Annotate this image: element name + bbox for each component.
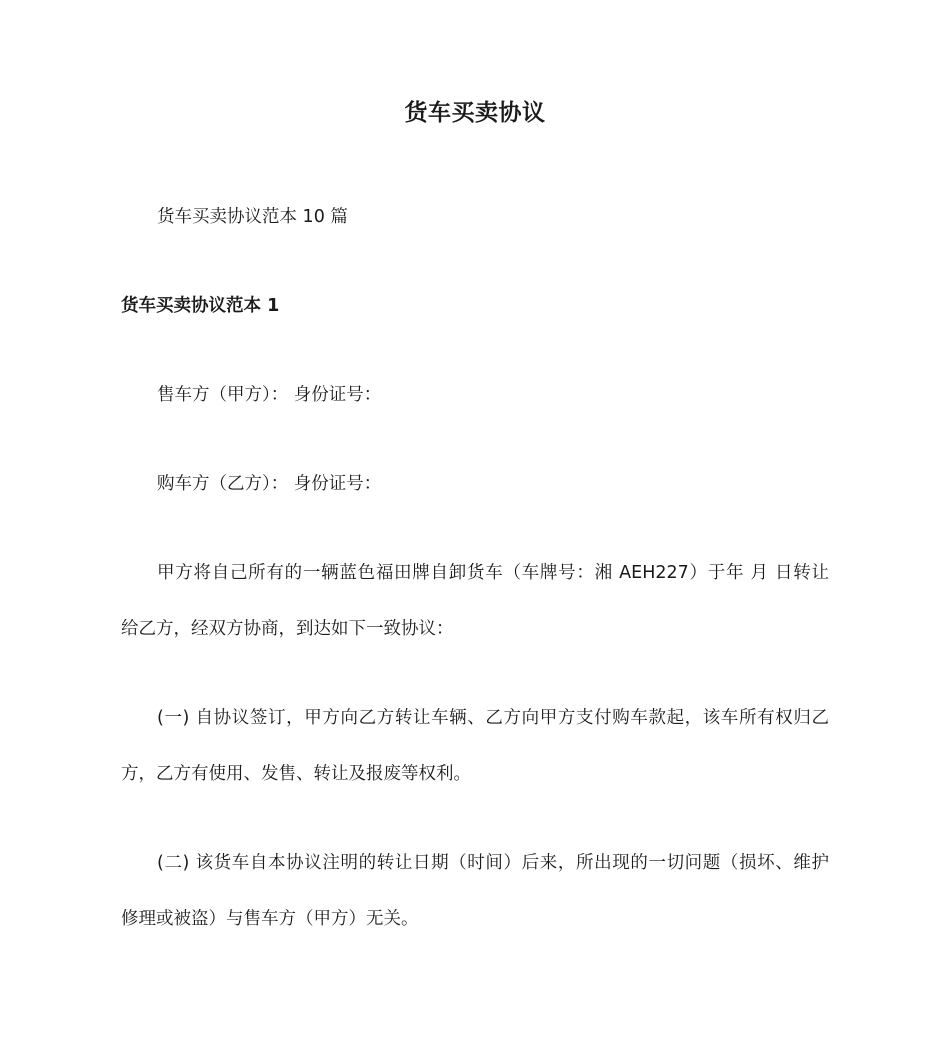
paragraph-2-line-1: (一) 自协议签订，甲方向乙方转让车辆、乙方向甲方支付购车款起，该车所有权归乙 bbox=[157, 708, 829, 728]
document-title: 货车买卖协议 bbox=[404, 100, 546, 126]
paragraph-1-line-1: 甲方将自己所有的一辆蓝色福田牌自卸货车（车牌号：湘 AEH227）于年 月 日转让 bbox=[157, 563, 829, 583]
paragraph-1-line-2: 给乙方，经双方协商，到达如下一致协议： bbox=[121, 619, 454, 639]
paragraph-3-line-2: 修理或被盗）与售车方（甲方）无关。 bbox=[121, 909, 419, 929]
seller-line: 售车方（甲方）： 身份证号： bbox=[157, 385, 382, 405]
document-subtitle: 货车买卖协议范本 10 篇 bbox=[157, 207, 348, 227]
paragraph-2-line-2: 方，乙方有使用、发售、转让及报废等权利。 bbox=[121, 764, 471, 784]
buyer-line: 购车方（乙方）： 身份证号： bbox=[157, 474, 382, 494]
paragraph-3-line-1: (二) 该货车自本协议注明的转让日期（时间）后来，所出现的一切问题（损坏、维护 bbox=[157, 853, 829, 873]
section-heading: 货车买卖协议范本 1 bbox=[121, 296, 280, 316]
